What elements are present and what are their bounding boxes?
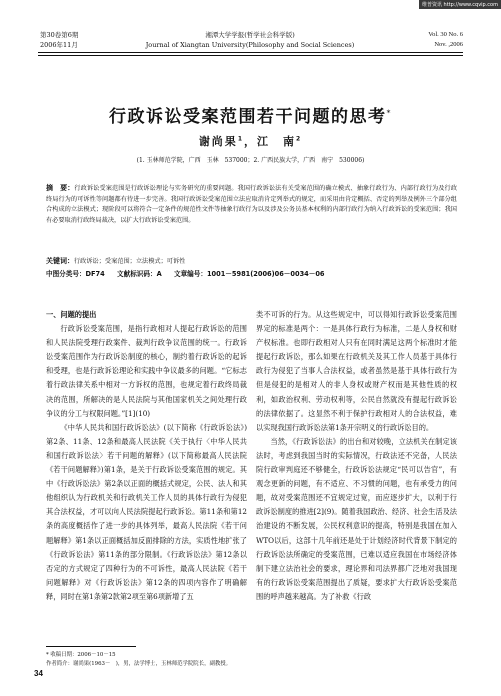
- article-title: [0, 102, 501, 127]
- paragraph-continued: 类不可诉的行为。从这些规定中，可以得知行政诉讼受案范围界定的标准是两个：一是具体行政行为标准，二是人身权和财产权标准。也即行政相对人只有在同时满足这两个标准时才能提起行政诉讼，那么如果在行政机关及其工作人员基于具体行政行为侵犯了当事人合法权益，或者虽然是基于具体行政行为但是侵犯的是相对人的非人身权或财产权而是其他性质的权利，如政治权利、劳动权利等，公民自然就没有提起行政诉讼的法律依据了。这显然不利于保护行政相对人的合法权益，难以实现我国行政诉讼法第1条开宗明义的行政诉讼目的。: [256, 310, 457, 432]
- footnote-rule: [46, 646, 136, 647]
- journal-name-en: Journal of Xiangtan University(Philosophy and Social Sciences): [145, 41, 355, 49]
- header-center: [140, 30, 360, 50]
- author-line: [0, 133, 501, 149]
- body-column-right: [256, 308, 457, 604]
- journal-name-cn: 湘潭大学学报(哲学社会科学版): [205, 31, 295, 39]
- header-rule-thin: [38, 55, 463, 56]
- volume-issue-en: Vol. 30 No. 6: [428, 31, 463, 38]
- document-code: 文献标识码：A: [117, 270, 162, 278]
- title-text: 行政诉讼受案范围若干问题的思考: [109, 107, 387, 127]
- paragraph: 行政诉讼受案范围，是指行政相对人提起行政诉讼的范围和人民法院受理行政案件、裁判行政争议范围的统一。行政诉讼受案范围作为行政诉讼制度的核心，制约着行政诉讼的起诉和受理，也是行政诉讼理论和实践中争议最多的问题。“它标志着行政法律关系中相对一方诉权的范围，也规定着行政终局裁决的范围，所解决的是人民法院与其他国家机关之间处理行政争议的分工与权限问题。”[1](10): [46, 324, 247, 418]
- author-2-affil-mark: 2: [296, 135, 303, 143]
- footnote-received: * 收稿日期：2006－10－15: [46, 652, 116, 658]
- classification-line: [46, 269, 457, 279]
- footnotes: [46, 651, 457, 669]
- header-rule-thick: [38, 52, 463, 53]
- article-number: 文章编号：1001－5981(2006)06－0034－06: [173, 270, 325, 278]
- clc-number: 中图分类号：DF74: [46, 270, 105, 278]
- abstract-label: 摘 要：: [46, 184, 75, 192]
- author-1: 谢尚果: [198, 135, 238, 148]
- page-number: 34: [34, 669, 43, 678]
- body-column-left: [46, 308, 247, 604]
- author-1-affil-mark: 1: [237, 135, 244, 143]
- keywords-text: 行政诉讼；受案范围；立法模式；可诉性: [74, 258, 186, 265]
- paragraph: 当然，《行政诉讼法》的出台和对较晚，立法机关在制定该法时，考虑到我国当时的实际情况，行政法还不完备，人民法院行政审判庭还不够健全，行政诉讼法规定“民可以告官”，有观念更新的问题，有不适应、不习惯的问题，也有承受力的问题，故对受案范围还不宜规定过宽，而应逐步扩大，以利于行政诉讼制度的推进[2](9)。随着我国政治、经济、社会生活及法治建设的不断发展，公民权利意识的提高，特别是我国在加入WTO以后，这部十几年前还是处于计划经济时代背景下制定的行政诉讼法所确定的受案范围，已难以适应我国在市场经济体制下建立法治社会的要求，理论界和司法界都广泛地对我国现有的行政诉讼受案范围提出了质疑，要求扩大行政诉讼受案范围的呼声越来越高。为了补救《行政: [256, 436, 457, 601]
- header-right: [428, 30, 463, 50]
- affiliation: (1. 玉林师范学院，广西 玉林 537000；2. 广西民族大学，广西 南宁 530006): [136, 157, 365, 164]
- title-footnote-mark: *: [386, 108, 392, 118]
- date-cn: 2006年11月: [40, 41, 78, 49]
- author-separator: ，: [244, 135, 257, 148]
- watermark: 维普资讯 http://www.cqvip.com: [419, 0, 501, 9]
- abstract-text: 行政诉讼受案范围是行政诉讼理论与实务研究的重要问题。我国行政诉讼法有关受案范围的确立模式、抽象行政行为、内部行政行为及行政终局行为的可诉性等问题都有待进一步完善。我国行政诉讼受案范围立法应取消肯定列举式的规定，而采用由肯定概括、否定的列举及例外三个部分组合构成的立法模式；现阶段可以将符合一定条件的规范性文件等抽象行政行为以及涉及公务员基本权利的内部行政行为纳入行政诉讼的受案范围；我国有必要取消行政终局裁决，以扩大行政诉讼受案范围。: [46, 185, 458, 224]
- date-en: Nov. ,2006: [434, 41, 463, 48]
- footnote-author-info: 作者简介：谢尚果(1963－ )，男，法学博士，玉林师范学院院长，副教授。: [46, 661, 232, 667]
- author-2: 江 南: [257, 135, 296, 148]
- abstract: [46, 183, 457, 226]
- section-heading: 一、问题的提出: [46, 310, 97, 319]
- keywords-label: 关键词：: [46, 257, 74, 265]
- volume-issue-cn: 第30卷第6期: [40, 31, 79, 39]
- keywords: [46, 256, 457, 267]
- header-left: [40, 30, 78, 50]
- paragraph: 《中华人民共和国行政诉讼法》(以下简称《行政诉讼法》)第2条、11条、12条和最高人民法院《关于执行〈中华人民共和国行政诉讼法〉若干问题的解释》(以下简称最高人民法院《若干问题解释》)第1条，是关于行政诉讼受案范围的规定。其中《行政诉讼法》第2条以正面的概括式规定，公民、法人和其他组织认为行政机关和行政机关工作人员的具体行政行为侵犯其合法权益，才可以向人民法院提起行政诉讼。第11条和第12条的高度概括作了进一步的具体列举，最高人民法院《若干问题解释》第1条以正面概括加反面排除的方法，实质性地扩张了《行政诉讼法》第11条的部分限制。《行政诉讼法》第12条以否定的方式规定了四种行为的不可诉性，最高人民法院《若干问题解释》对《行政诉讼法》第12条的四项内容作了明确解释，同时在第1条第2款第2项至第6项新增了五: [46, 422, 247, 601]
